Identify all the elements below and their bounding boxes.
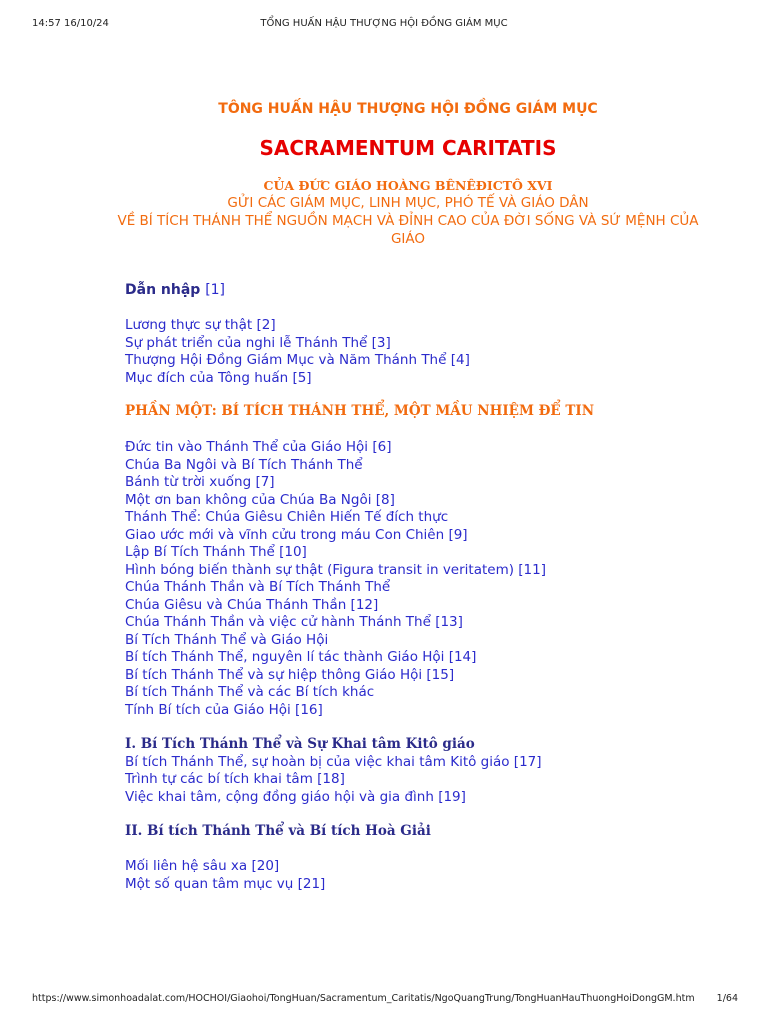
toc-part1-heading-wrap xyxy=(125,403,594,421)
toc-part1-list xyxy=(125,439,546,719)
toc-link[interactable]: Chúa Ba Ngôi và Bí Tích Thánh Thể xyxy=(125,456,363,473)
toc-intro-ref[interactable]: [1] xyxy=(205,282,226,298)
toc-link[interactable]: Chúa Thánh Thần và việc cử hành Thánh Thể [13] xyxy=(125,614,463,630)
toc-link[interactable]: Bí tích Thánh Thể và sự hiệp thông Giáo Hội [15] xyxy=(125,666,455,683)
print-datetime: 14:57 16/10/24 xyxy=(32,18,109,29)
toc-link[interactable]: Một số quan tâm mục vụ [21] xyxy=(125,875,326,892)
toc-link[interactable]: Bí Tích Thánh Thể và Giáo Hội xyxy=(125,631,329,648)
toc-link[interactable]: Đức tin vào Thánh Thể của Giáo Hội [6] xyxy=(125,439,392,455)
print-footer-url: https://www.simonhoadalat.com/HOCHOI/Giaohoi/TongHuan/Sacramentum_Caritatis/NgoQuangTrung/TongHuanHauThuongHoiDongGM.htm xyxy=(32,993,695,1004)
toc-link[interactable]: Hình bóng biến thành sự thật (Figura transit in veritatem) [11] xyxy=(125,561,546,578)
toc-section2-list xyxy=(125,858,325,893)
toc-link[interactable]: Tính Bí tích của Giáo Hội [16] xyxy=(125,701,323,718)
toc-link[interactable]: Mục đích của Tông huấn [5] xyxy=(125,369,312,386)
toc-link[interactable]: Chúa Thánh Thần và Bí Tích Thánh Thể xyxy=(125,579,391,595)
toc-link[interactable]: Bí tích Thánh Thể, sự hoàn bị của việc khai tâm Kitô giáo [17] xyxy=(125,753,542,770)
toc-section1-heading[interactable]: I. Bí Tích Thánh Thể và Sự Khai tâm Kitô giáo xyxy=(125,736,475,752)
doc-main-title: SACRAMENTUM CARITATIS xyxy=(259,136,557,160)
toc-link[interactable]: Lập Bí Tích Thánh Thể [10] xyxy=(125,544,307,560)
toc-link[interactable]: Bí tích Thánh Thể, nguyên lí tác thành Giáo Hội [14] xyxy=(125,649,477,665)
toc-link[interactable]: Trình tự các bí tích khai tâm [18] xyxy=(125,771,345,787)
toc-link[interactable]: Mối liên hệ sâu xa [20] xyxy=(125,858,280,874)
toc-link[interactable]: Giao ước mới và vĩnh cửu trong máu Con Chiên [9] xyxy=(125,526,468,543)
toc-section2-heading[interactable]: II. Bí tích Thánh Thể và Bí tích Hoà Giải xyxy=(125,823,431,839)
toc-link[interactable]: Chúa Giêsu và Chúa Thánh Thần [12] xyxy=(125,596,379,613)
toc-link[interactable]: Thánh Thể: Chúa Giêsu Chiên Hiến Tế đích thực xyxy=(125,509,449,525)
toc-intro-label[interactable]: Dẫn nhập xyxy=(125,282,201,298)
doc-addressees: GỬI CÁC GIÁM MỤC, LINH MỤC, PHÓ TẾ VÀ GIÁO DÂN xyxy=(227,195,589,211)
toc-link[interactable]: Thượng Hội Đồng Giám Mục và Năm Thánh Thể [4] xyxy=(125,352,470,368)
doc-author: CỦA ĐỨC GIÁO HOÀNG BÊNÊĐICTÔ XVI xyxy=(263,178,553,193)
toc-section2-heading-wrap xyxy=(125,823,431,841)
print-header-title: TỔNG HUẤN HẬU THƯỢNG HỘI ĐỒNG GIÁM MỤC xyxy=(260,18,508,29)
toc-link[interactable]: Việc khai tâm, cộng đồng giáo hội và gia đình [19] xyxy=(125,788,466,805)
doc-subject: VỀ BÍ TÍCH THÁNH THỂ NGUỒN MẠCH VÀ ĐỈNH CAO CỦA ĐỜI SỐNG VÀ SỨ MỆNH CỦA GIÁO xyxy=(117,213,699,247)
toc-link[interactable]: Bí tích Thánh Thể và các Bí tích khác xyxy=(125,684,375,700)
toc-link[interactable]: Bánh từ trời xuống [7] xyxy=(125,474,275,490)
toc-link[interactable]: Một ơn ban không của Chúa Ba Ngôi [8] xyxy=(125,491,395,508)
toc-part1-heading[interactable]: PHẦN MỘT: BÍ TÍCH THÁNH THỂ, MỘT MẦU NHIỆM ĐỂ TIN xyxy=(125,403,595,419)
toc-intro-list xyxy=(125,317,470,387)
toc-link[interactable]: Lương thực sự thật [2] xyxy=(125,317,276,333)
doc-heading: TÔNG HUẤN HẬU THƯỢNG HỘI ĐỒNG GIÁM MỤC xyxy=(218,101,598,117)
print-page-number: 1/64 xyxy=(716,993,738,1004)
toc-intro[interactable] xyxy=(125,282,225,300)
toc-section1 xyxy=(125,736,542,806)
toc-link[interactable]: Sự phát triển của nghi lễ Thánh Thể [3] xyxy=(125,334,391,351)
